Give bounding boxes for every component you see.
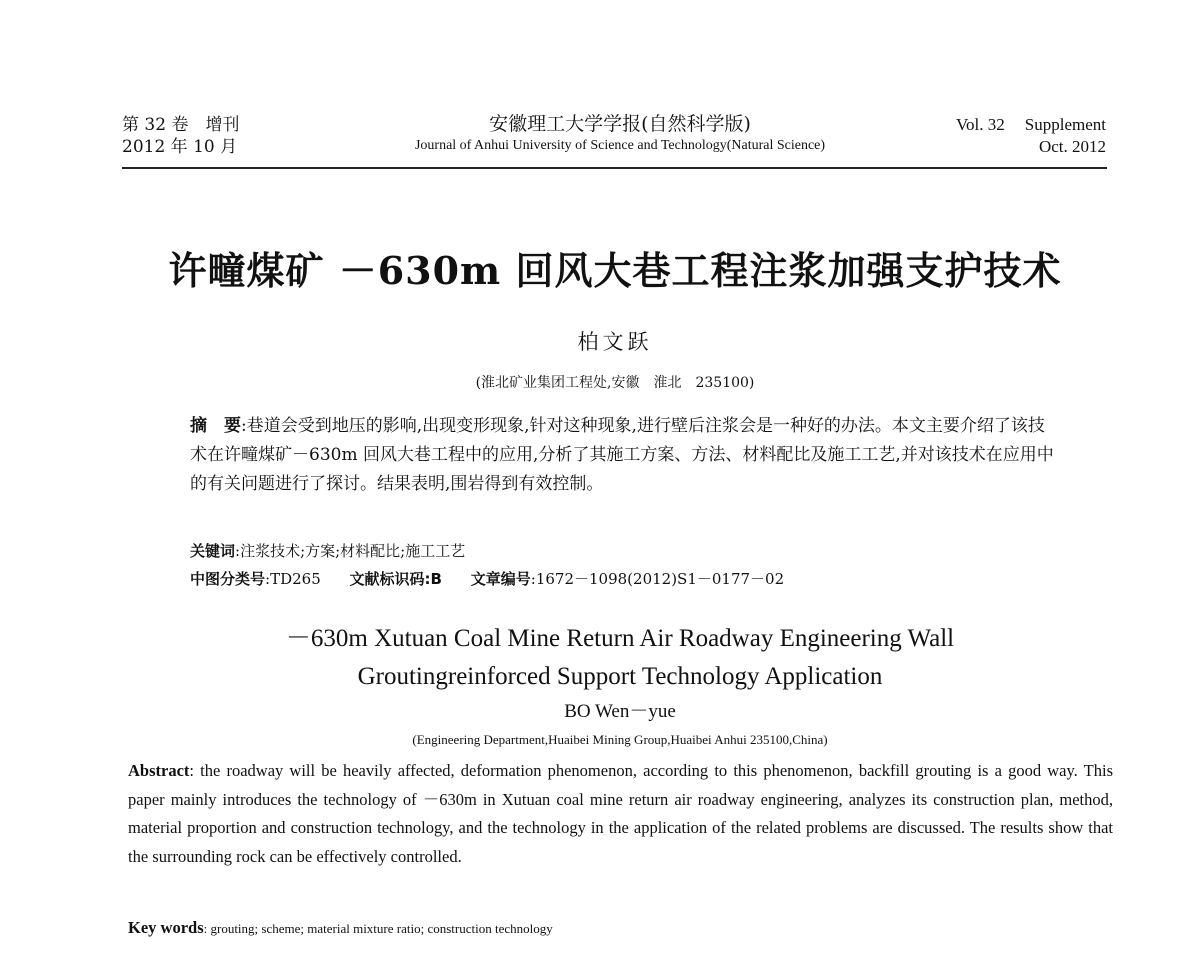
- doc-code-value: :B: [424, 570, 442, 588]
- paper-title-en-line2: Groutingreinforced Support Technology Application: [357, 663, 883, 690]
- abstract-cn: [190, 412, 1060, 499]
- article-number-value: :1672－1098(2012)S1－0177－02: [530, 570, 785, 588]
- volume-cn: 第 32 卷 增刊: [122, 115, 240, 135]
- abstract-en-text: : the roadway will be heavily affected, deformation phenomenon, according to this phenomenon, backfill grouting is a good way. This paper mainly introduces the technology of －630m in Xutuan coal mine return air roadway engineering, analyzes its construction plan, method, material proportion and construction technology, and the technology in the application of the related problems are discussed. The results show that the surrounding rock can be effectively controlled.: [128, 761, 1113, 866]
- journal-name-en: Journal of Anhui University of Science and Technology(Natural Science): [414, 138, 826, 153]
- header-rule: [122, 167, 1107, 169]
- journal-name-cn: 安徽理工大学学报(自然科学版): [489, 113, 751, 135]
- header-left: [122, 114, 239, 158]
- classification-line: [190, 568, 784, 590]
- volume-en: Vol. 32: [955, 115, 1005, 134]
- abstract-en-label: Abstract: [128, 761, 190, 780]
- header-center: [320, 112, 920, 156]
- clc-value: :TD265: [265, 570, 321, 588]
- affiliation-cn: (淮北矿业集团工程处,安徽 淮北 235100): [475, 375, 755, 391]
- author-en: BO Wen－yue: [564, 701, 676, 722]
- article-number-label: 文章编号: [470, 570, 531, 588]
- keywords-cn: [190, 540, 465, 562]
- keywords-cn-text: :注浆技术;方案;材料配比;施工工艺: [235, 542, 466, 560]
- keywords-en: [128, 918, 553, 938]
- author-cn: 柏文跃: [577, 330, 653, 354]
- abstract-en: [128, 757, 1113, 871]
- keywords-en-text: : grouting; scheme; material mixture ratio; construction technology: [203, 921, 553, 936]
- doc-code-label: 文献标识码: [349, 570, 425, 588]
- paper-title-cn: 许疃煤矿 －630m 回风大巷工程注浆加强支护技术: [168, 248, 1062, 293]
- paper-title-en-line1: －630m Xutuan Coal Mine Return Air Roadway Engineering Wall: [285, 625, 955, 652]
- abstract-cn-text: :巷道会受到地压的影响,出现变形现象,针对这种现象,进行壁后注浆会是一种好的办法。本文主要介绍了该技术在许疃煤矿－630m 回风大巷工程中的应用,分析了其施工方案、方法、材料配比及施工工艺,并对该技术在应用中的有关问题进行了探讨。结果表明,围岩得到有效控制。: [190, 416, 1054, 494]
- paper-title-en: [0, 620, 1200, 696]
- abstract-cn-label: 摘 要: [190, 416, 241, 436]
- clc-label: 中图分类号: [190, 570, 266, 588]
- date-cn: 2012 年 10 月: [122, 137, 238, 157]
- keywords-en-label: Key words: [128, 918, 204, 937]
- header-right: [956, 114, 1106, 158]
- supplement-en: Supplement: [1024, 115, 1106, 134]
- date-en: Oct. 2012: [1038, 137, 1106, 156]
- keywords-cn-label: 关键词: [190, 542, 236, 560]
- affiliation-en: (Engineering Department,Huaibei Mining Group,Huaibei Anhui 235100,China): [412, 732, 828, 747]
